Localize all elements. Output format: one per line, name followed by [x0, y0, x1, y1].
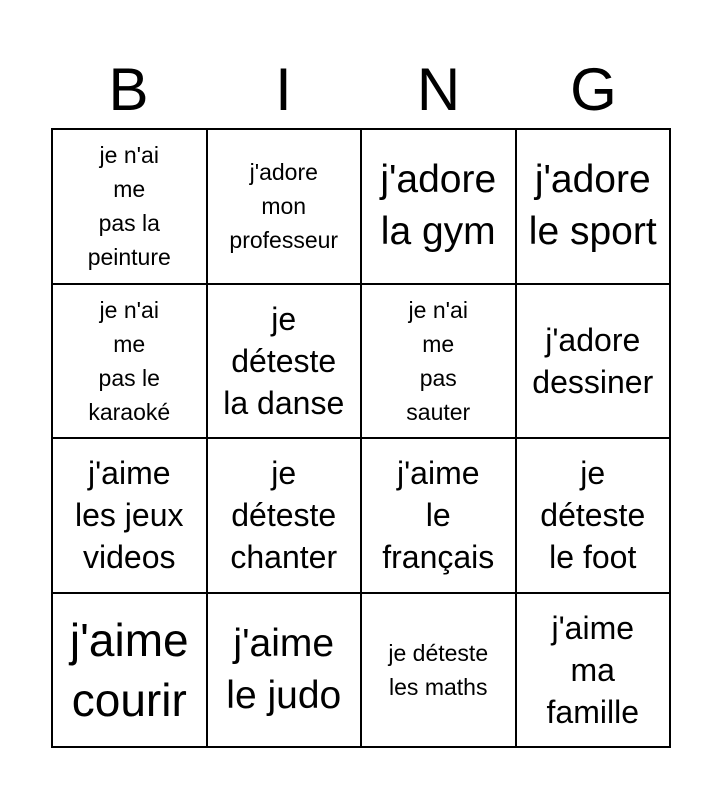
cell-text: je n'ai me pas le karaoké: [88, 296, 171, 425]
cell-text: j'aime courir: [69, 613, 189, 726]
bingo-cell-r1c3[interactable]: [362, 130, 517, 285]
header-letter-g: G: [570, 56, 617, 123]
bingo-cell-r1c4[interactable]: [517, 130, 672, 285]
bingo-cell-r2c2[interactable]: [208, 285, 363, 440]
cell-text: j'adore mon professeur: [229, 159, 339, 254]
header-letter-b: B: [108, 56, 149, 123]
bingo-cell-r2c1[interactable]: [53, 285, 208, 440]
header-letter-i: I: [275, 56, 292, 123]
cell-text: j'aime les jeux videos: [75, 455, 184, 576]
bingo-cell-r3c3[interactable]: [362, 439, 517, 594]
cell-text: j'aime le français: [382, 455, 495, 576]
cell-text: je déteste les maths: [388, 639, 489, 700]
cell-text: je déteste le foot: [540, 455, 646, 576]
cell-text: j'adore dessiner: [532, 321, 654, 400]
bingo-cell-r3c1[interactable]: [53, 439, 208, 594]
bingo-cell-r2c3[interactable]: [362, 285, 517, 440]
bingo-cell-r4c3[interactable]: [362, 594, 517, 749]
bingo-card: [51, 128, 671, 748]
bingo-cell-r1c2[interactable]: [208, 130, 363, 285]
bingo-cell-r4c1[interactable]: [53, 594, 208, 749]
cell-text: je déteste la danse: [223, 300, 345, 421]
bingo-header: [51, 52, 671, 128]
cell-text: j'aime le judo: [226, 621, 342, 717]
bingo-cell-r2c4[interactable]: [517, 285, 672, 440]
bingo-cell-r4c2[interactable]: [208, 594, 363, 749]
cell-text: j'adore le sport: [528, 158, 657, 254]
cell-text: je n'ai me pas sauter: [406, 296, 471, 425]
cell-text: j'aime ma famille: [546, 609, 639, 730]
bingo-cell-r3c4[interactable]: [517, 439, 672, 594]
cell-text: je déteste chanter: [230, 455, 338, 576]
cell-text: je n'ai me pas la peinture: [87, 142, 171, 271]
bingo-cell-r1c1[interactable]: [53, 130, 208, 285]
bingo-cell-r4c4[interactable]: [517, 594, 672, 749]
cell-text: j'adore la gym: [380, 158, 497, 254]
bingo-cell-r3c2[interactable]: [208, 439, 363, 594]
header-letter-n: N: [416, 56, 461, 123]
